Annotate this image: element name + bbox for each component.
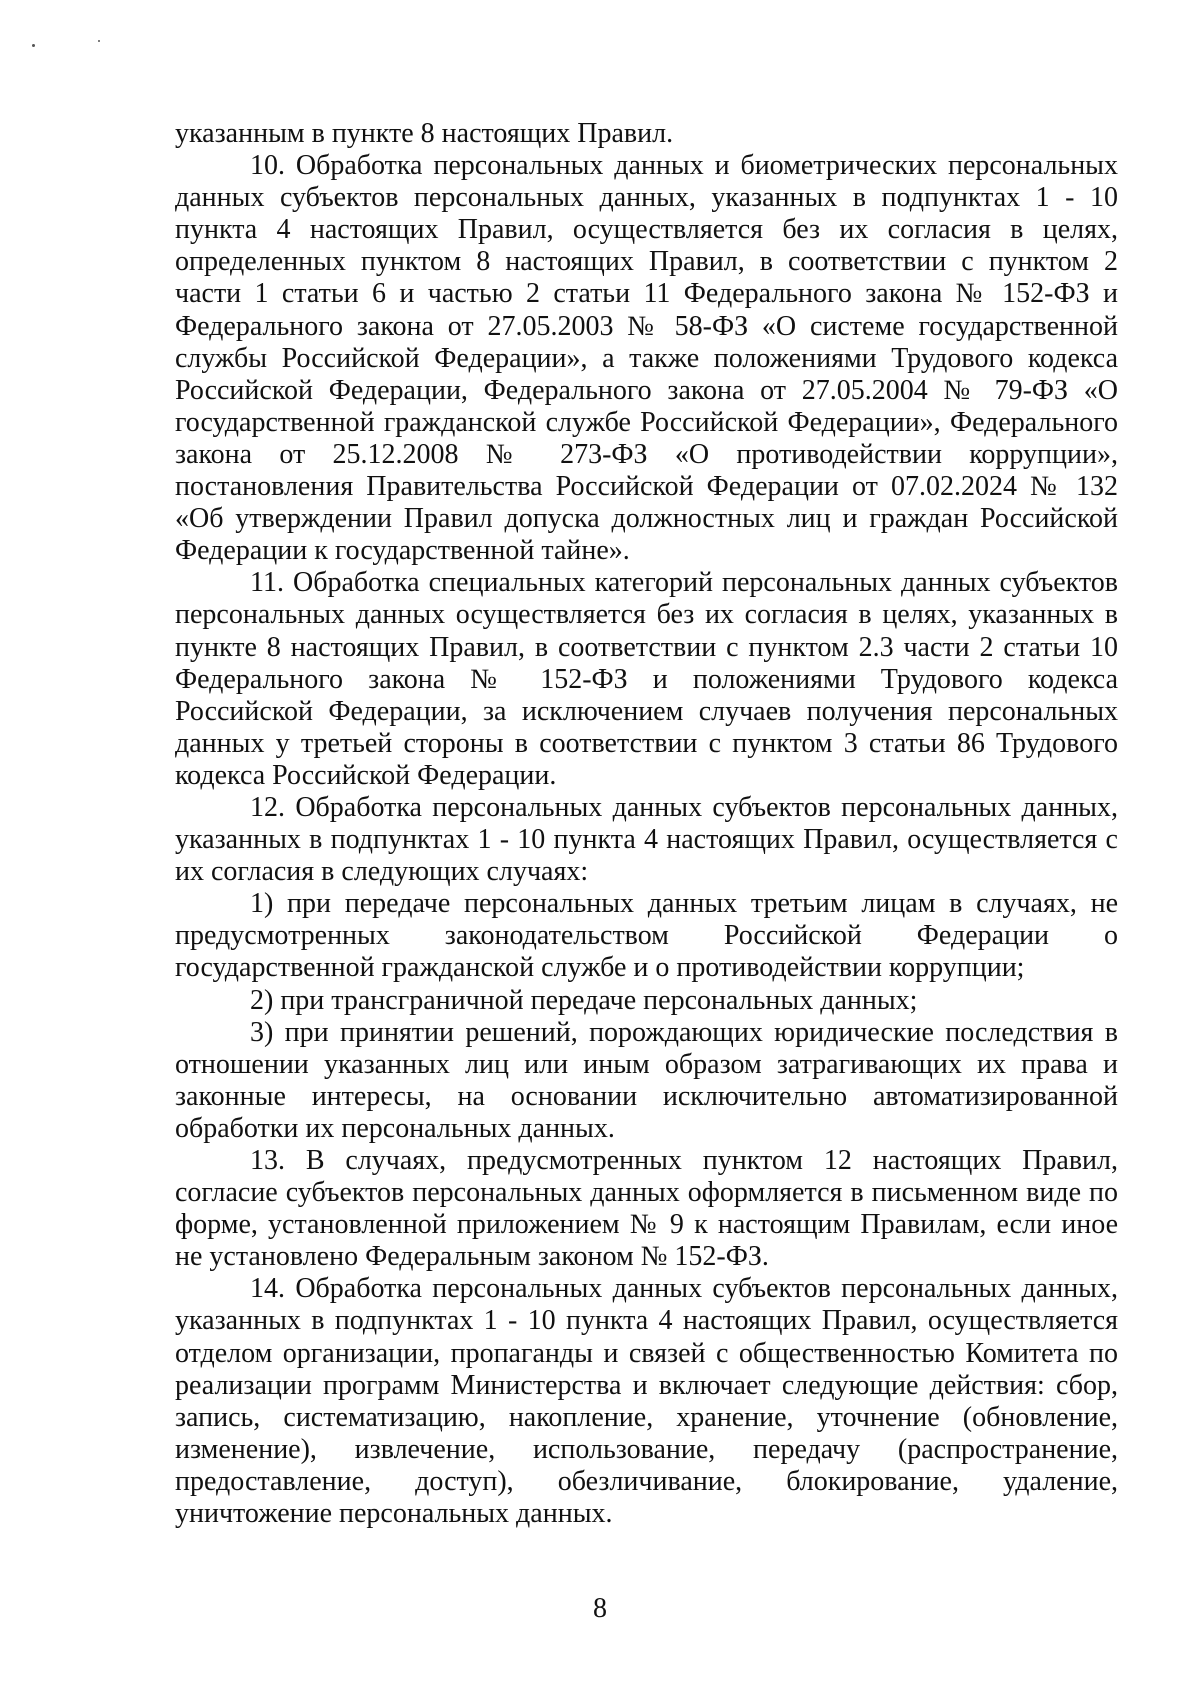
paragraph-13: 13. В случаях, предусмотренных пунктом 12 настоящих Правил, согласие субъектов персональных данных оформляется в письменном виде по форме, установленной приложением № 9 к настоящим Правилам, если иное не установлено Федеральным законом № 152-ФЗ. (175, 1145, 1118, 1273)
paragraph-12: 12. Обработка персональных данных субъектов персональных данных, указанных в подпунктах 1 - 10 пункта 4 настоящих Правил, осуществляется с их согласия в следующих случаях: (175, 791, 1118, 888)
paragraph-12-item-3: 3) при принятии решений, порождающих юридические последствия в отношении указанных лиц или иным образом затрагивающих их права и законные интересы, на основании исключительно автоматизированной обработки их персональных данных. (175, 1016, 1118, 1144)
paragraph-12-item-1: 1) при передаче персональных данных третьим лицам в случаях, не предусмотренных законодательством Российской Федерации о государственной гражданской службе и о противодействии коррупции; (175, 888, 1118, 984)
paragraph-continuation: указанным в пункте 8 настоящих Правил. (175, 118, 674, 149)
paragraph-10: 10. Обработка персональных данных и биометрических персональных данных субъектов персональных данных, указанных в подпунктах 1 - 10 пункта 4 настоящих Правил, осуществляется без их согласия в целях, определенных пунктом 8 настоящих Правил, в соответствии с пунктом 2 части 1 статьи 6 и частью 2 статьи 11 Федерального закона № 152-ФЗ и Федерального закона от 27.05.2003 № 58-ФЗ «О системе государственной службы Российской Федерации», а также положениями Трудового кодекса Российской Федерации, Федерального закона от 27.05.2004 № 79-ФЗ «О государственной гражданской службе Российской Федерации», Федерального закона от 25.12.2008 № 273-ФЗ «О противодействии коррупции», постановления Правительства Российской Федерации от 07.02.2024 № 132 «Об утверждении Правил допуска должностных лиц и граждан Российской Федерации к государственной тайне». (175, 150, 1118, 567)
scan-speck (32, 44, 35, 47)
document-body (175, 118, 1118, 1530)
paragraph-11: 11. Обработка специальных категорий персональных данных субъектов персональных данных осуществляется без их согласия в целях, указанных в пункте 8 настоящих Правил, в соответствии с пунктом 2.3 части 2 статьи 10 Федерального закона № 152-ФЗ и положениями Трудового кодекса Российской Федерации, за исключением случаев получения персональных данных у третьей стороны в соответствии с пунктом 3 статьи 86 Трудового кодекса Российской Федерации. (175, 567, 1118, 791)
scan-speck (98, 40, 100, 42)
paragraph-12-item-2: 2) при трансграничной передаче персональных данных; (250, 984, 918, 1016)
paragraph-14: 14. Обработка персональных данных субъектов персональных данных, указанных в подпунктах 1 - 10 пункта 4 настоящих Правил, осуществляется отделом организации, пропаганды и связей с общественностью Комитета по реализации программ Министерства и включает следующие действия: сбор, запись, систематизацию, накопление, хранение, уточнение (обновление, изменение), извлечение, использование, передачу (распространение, предоставление, доступ), обезличивание, блокирование, удаление, уничтожение персональных данных. (175, 1273, 1118, 1530)
page-number: 8 (593, 1593, 607, 1624)
